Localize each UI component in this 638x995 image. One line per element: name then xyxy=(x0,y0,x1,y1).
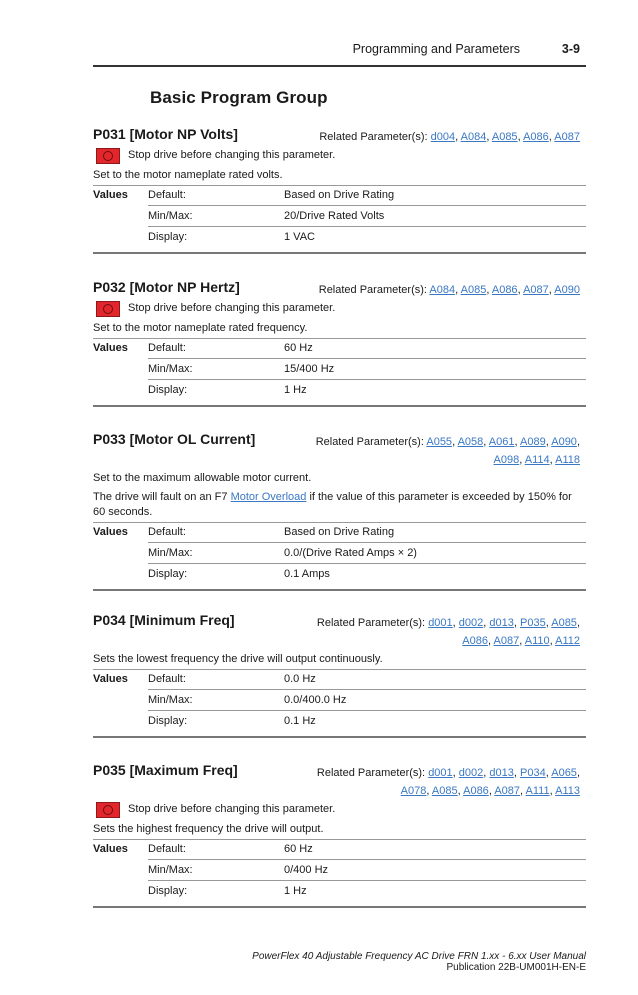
parameter-description: Sets the highest frequency the drive will output. xyxy=(93,823,324,835)
related-param-link[interactable]: P035 xyxy=(520,617,546,629)
value-row xyxy=(148,673,316,685)
value-row xyxy=(148,189,395,201)
parameter-title: P032 [Motor NP Hertz] xyxy=(93,279,240,295)
value-text: Based on Drive Rating xyxy=(284,526,395,538)
value-text: Based on Drive Rating xyxy=(284,189,395,201)
related-param-link[interactable]: d013 xyxy=(489,767,514,779)
parameter-description: Set to the motor nameplate rated volts. xyxy=(93,169,283,181)
stop-warning-text: Stop drive before changing this parameter. xyxy=(128,803,336,815)
related-line: Related Parameter(s): A055, A058, A061, A089, A090, xyxy=(315,436,580,448)
value-text: 0/400 Hz xyxy=(284,864,329,876)
value-row xyxy=(148,568,330,580)
footer-manual-title: PowerFlex 40 Adjustable Frequency AC Drive FRN 1.xx - 6.xx User Manual xyxy=(252,951,586,962)
value-row-rule xyxy=(148,205,586,206)
value-label: Default: xyxy=(148,673,186,685)
related-param-link[interactable]: A058 xyxy=(457,436,484,448)
related-param-link[interactable]: P034 xyxy=(520,767,546,779)
value-row xyxy=(148,526,395,538)
footer-publication: Publication 22B-UM001H-EN-E xyxy=(446,962,586,973)
value-text: 60 Hz xyxy=(284,843,313,855)
value-label: Display: xyxy=(148,231,188,243)
value-row-rule xyxy=(148,226,586,227)
values-bottom-rule xyxy=(93,252,586,254)
note-text-after: if the value of this parameter is exceeded by 150% for 60 seconds. xyxy=(93,491,572,518)
value-row-rule xyxy=(148,710,586,711)
value-label: Min/Max: xyxy=(148,694,193,706)
related-param-link[interactable]: A086 xyxy=(463,785,489,797)
related-param-link[interactable]: A085 xyxy=(460,284,487,296)
related-line: Related Parameter(s): d004, A084, A085, A086, A087 xyxy=(319,131,580,143)
values-label: Values xyxy=(93,526,128,538)
values-bottom-rule xyxy=(93,589,586,591)
related-param-link[interactable]: d001 xyxy=(428,617,453,629)
value-text: 1 Hz xyxy=(284,885,307,897)
value-row-rule xyxy=(148,542,586,543)
related-param-link[interactable]: A086 xyxy=(462,635,488,647)
related-line: Related Parameter(s): A084, A085, A086, A087, A090 xyxy=(318,284,580,296)
value-row xyxy=(148,342,313,354)
related-parameters xyxy=(319,281,580,299)
related-line: A098, A114, A118 xyxy=(493,454,580,466)
value-label: Display: xyxy=(148,715,188,727)
value-row-rule xyxy=(148,689,586,690)
value-label: Min/Max: xyxy=(148,547,193,559)
footer xyxy=(200,951,586,973)
values-bottom-rule xyxy=(93,405,586,407)
header-rule xyxy=(93,65,586,67)
related-param-link[interactable]: A084 xyxy=(429,284,456,296)
related-param-link[interactable]: A087 xyxy=(554,131,580,143)
value-text: 0.0/(Drive Rated Amps × 2) xyxy=(284,547,417,559)
value-text: 20/Drive Rated Volts xyxy=(284,210,385,222)
related-param-link[interactable]: A090 xyxy=(554,284,580,296)
related-param-link[interactable]: A112 xyxy=(555,635,580,647)
related-param-link[interactable]: A111 xyxy=(525,785,550,797)
parameter-title: P033 [Motor OL Current] xyxy=(93,431,256,447)
parameter-description: Set to the motor nameplate rated frequency. xyxy=(93,322,308,334)
parameter-title: P035 [Maximum Freq] xyxy=(93,762,238,778)
related-line: A078, A085, A086, A087, A111, A113 xyxy=(400,785,580,797)
stop-drive-icon xyxy=(96,148,120,164)
related-param-link[interactable]: A086 xyxy=(523,131,549,143)
values-label: Values xyxy=(93,843,128,855)
related-param-link[interactable]: d001 xyxy=(428,767,453,779)
value-label: Default: xyxy=(148,342,186,354)
value-row xyxy=(148,363,335,375)
related-param-link[interactable]: A113 xyxy=(555,785,580,797)
values-bottom-rule xyxy=(93,906,586,908)
stop-drive-icon xyxy=(96,301,120,317)
related-param-link[interactable]: A087 xyxy=(494,785,521,797)
related-param-link[interactable]: A086 xyxy=(491,284,518,296)
value-row-rule xyxy=(148,563,586,564)
stop-circle-icon xyxy=(103,151,113,161)
value-text: 60 Hz xyxy=(284,342,313,354)
related-param-link[interactable]: A065 xyxy=(551,767,577,779)
note-text-before: The drive will fault on an F7 xyxy=(93,491,231,503)
related-param-link[interactable]: A084 xyxy=(460,131,487,143)
parameter-title: P034 [Minimum Freq] xyxy=(93,612,235,628)
related-line: Related Parameter(s): d001, d002, d013, P035, A085, xyxy=(316,617,580,629)
parameter-title: P031 [Motor NP Volts] xyxy=(93,126,238,142)
value-row xyxy=(148,843,313,855)
stop-warning-text: Stop drive before changing this parameter. xyxy=(128,302,336,314)
parameter-note xyxy=(93,490,586,520)
values-top-rule xyxy=(93,522,586,523)
value-row xyxy=(148,694,347,706)
related-param-link[interactable]: A089 xyxy=(520,436,546,448)
related-param-link[interactable]: d013 xyxy=(489,617,514,629)
related-line: Related Parameter(s): d001, d002, d013, P034, A065, xyxy=(316,767,580,779)
related-parameters xyxy=(317,614,580,650)
value-row-rule xyxy=(148,859,586,860)
value-row xyxy=(148,715,316,727)
related-parameters xyxy=(317,764,580,800)
values-label: Values xyxy=(93,189,128,201)
value-label: Display: xyxy=(148,384,188,396)
related-param-link[interactable]: A085 xyxy=(431,785,458,797)
related-param-link[interactable]: A114 xyxy=(524,454,550,466)
section-title: Programming and Parameters xyxy=(352,42,520,56)
value-text: 15/400 Hz xyxy=(284,363,335,375)
related-line: A086, A087, A110, A112 xyxy=(462,635,580,647)
related-param-link[interactable]: A085 xyxy=(551,617,577,629)
value-label: Default: xyxy=(148,526,186,538)
values-bottom-rule xyxy=(93,736,586,738)
value-text: 0.1 Amps xyxy=(284,568,330,580)
stop-circle-icon xyxy=(103,805,113,815)
values-top-rule xyxy=(93,185,586,186)
group-title: Basic Program Group xyxy=(150,88,328,107)
value-row xyxy=(148,210,385,222)
related-param-link[interactable]: A118 xyxy=(555,454,580,466)
related-label: Related Parameter(s): xyxy=(316,617,426,629)
value-label: Display: xyxy=(148,885,188,897)
value-row xyxy=(148,864,329,876)
value-row xyxy=(148,547,417,559)
value-label: Default: xyxy=(148,843,186,855)
related-param-link[interactable]: d004 xyxy=(430,131,456,143)
parameter-description: Set to the maximum allowable motor current. xyxy=(93,472,312,484)
value-row xyxy=(148,885,307,897)
value-text: 1 Hz xyxy=(284,384,307,396)
value-row xyxy=(148,231,315,243)
related-param-link[interactable]: A090 xyxy=(551,436,577,448)
values-top-rule xyxy=(93,839,586,840)
related-label: Related Parameter(s): xyxy=(319,131,428,143)
values-label: Values xyxy=(93,673,128,685)
related-param-link[interactable]: A078 xyxy=(400,785,427,797)
value-text: 0.0/400.0 Hz xyxy=(284,694,347,706)
related-param-link[interactable]: d002 xyxy=(458,767,484,779)
value-row xyxy=(148,384,307,396)
related-param-link[interactable]: A087 xyxy=(523,284,549,296)
value-label: Display: xyxy=(148,568,188,580)
value-text: 0.1 Hz xyxy=(284,715,316,727)
related-param-link[interactable]: A061 xyxy=(488,436,515,448)
page-number: 3-9 xyxy=(561,42,580,56)
value-row-rule xyxy=(148,880,586,881)
value-row-rule xyxy=(148,379,586,380)
value-label: Min/Max: xyxy=(148,210,193,222)
value-label: Default: xyxy=(148,189,186,201)
related-param-link[interactable]: d002 xyxy=(458,617,484,629)
related-param-link[interactable]: A087 xyxy=(493,635,520,647)
value-row-rule xyxy=(148,358,586,359)
related-label: Related Parameter(s): xyxy=(318,284,427,296)
related-param-link[interactable]: A110 xyxy=(524,635,550,647)
motor-overload-link[interactable]: Motor Overload xyxy=(230,491,307,503)
related-parameters xyxy=(319,128,580,146)
value-label: Min/Max: xyxy=(148,363,193,375)
stop-drive-icon xyxy=(96,802,120,818)
stop-circle-icon xyxy=(103,304,113,314)
values-top-rule xyxy=(93,338,586,339)
parameter-description: Sets the lowest frequency the drive will output continuously. xyxy=(93,653,383,665)
related-label: Related Parameter(s): xyxy=(315,436,424,448)
page-header xyxy=(93,42,586,64)
stop-warning-text: Stop drive before changing this parameter. xyxy=(128,149,336,161)
value-label: Min/Max: xyxy=(148,864,193,876)
related-param-link[interactable]: A098 xyxy=(493,454,520,466)
related-param-link[interactable]: A085 xyxy=(491,131,518,143)
value-text: 0.0 Hz xyxy=(284,673,316,685)
related-param-link[interactable]: A055 xyxy=(426,436,453,448)
related-parameters xyxy=(316,433,580,469)
values-top-rule xyxy=(93,669,586,670)
value-text: 1 VAC xyxy=(284,231,315,243)
related-label: Related Parameter(s): xyxy=(316,767,426,779)
values-label: Values xyxy=(93,342,128,354)
